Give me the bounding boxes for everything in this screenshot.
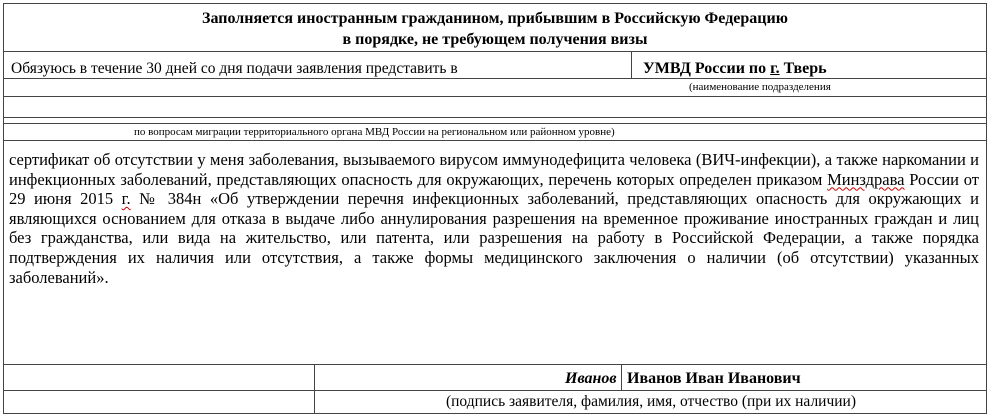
certificate-paragraph: [9, 150, 979, 287]
pledge-text: Обязуюсь в течение 30 дней со дня подачи заявления представить в: [11, 60, 458, 77]
migration-authority-caption: по вопросам миграции территориального органа МВД России на региональном или районном уровне): [134, 126, 615, 138]
applicant-full-name: Иванов Иван Иванович: [627, 370, 801, 387]
certificate-text-part3: № 384н «Об утверждении перечня инфекционных заболеваний, представляющих опасность для окружающих и являющихся основанием для отказа в выдаче либо аннулирования разрешения на временное проживание иностранных граждан и лиц без гражданства, или вида на жительство, или патента, или разрешения на работу в Российской Федерации, а также порядка подтверждения их наличия или отсутствия, а также формы медицинского заключения о наличии (об отсутствии) указанных заболеваний».: [9, 189, 979, 287]
table-rule: [3, 51, 987, 52]
authority-name-field: [643, 60, 827, 78]
table-border-right: [986, 3, 987, 414]
table-rule: [3, 123, 987, 124]
table-rule: [3, 96, 987, 97]
table-border-left: [3, 3, 4, 414]
certificate-ministry: Минздрава: [827, 169, 905, 189]
table-border-top: [3, 3, 987, 4]
table-rule: [3, 390, 987, 391]
authority-name-caption: (наименование подразделения: [689, 81, 831, 93]
table-rule: [3, 140, 987, 141]
table-border-bottom: [3, 413, 987, 414]
certificate-text-part2: России от 29 июня 2015: [9, 169, 980, 209]
signature-caption: (подпись заявителя, фамилия, имя, отчество (при их наличии): [445, 393, 857, 410]
table-rule: [3, 117, 987, 118]
authority-name-prefix: УМВД России по: [643, 60, 771, 77]
form-section-title: Заполняется иностранным гражданином, прибывшим в Российскую Федерацию: [202, 10, 788, 27]
handwritten-signature: Иванов: [565, 370, 617, 387]
authority-name-city: Тверь: [779, 60, 827, 77]
table-rule: [3, 364, 987, 365]
certificate-year-abbrev: г.: [121, 189, 131, 209]
authority-name-city-abbrev: г.: [770, 60, 780, 77]
table-cell-divider: [631, 51, 632, 78]
table-rule: [3, 78, 987, 79]
certificate-text-part1: сертификат об отсутствии у меня заболевания, вызываемого вирусом иммунодефицита человека (ВИЧ-инфекции), а также наркомании и инфекционных заболеваний, представляющих опасность для окружающих, перечень которых определен приказом: [9, 150, 979, 189]
application-form-section: [3, 3, 987, 415]
form-section-subtitle: в порядке, не требующем получения визы: [342, 31, 648, 48]
table-cell-divider: [621, 364, 622, 390]
